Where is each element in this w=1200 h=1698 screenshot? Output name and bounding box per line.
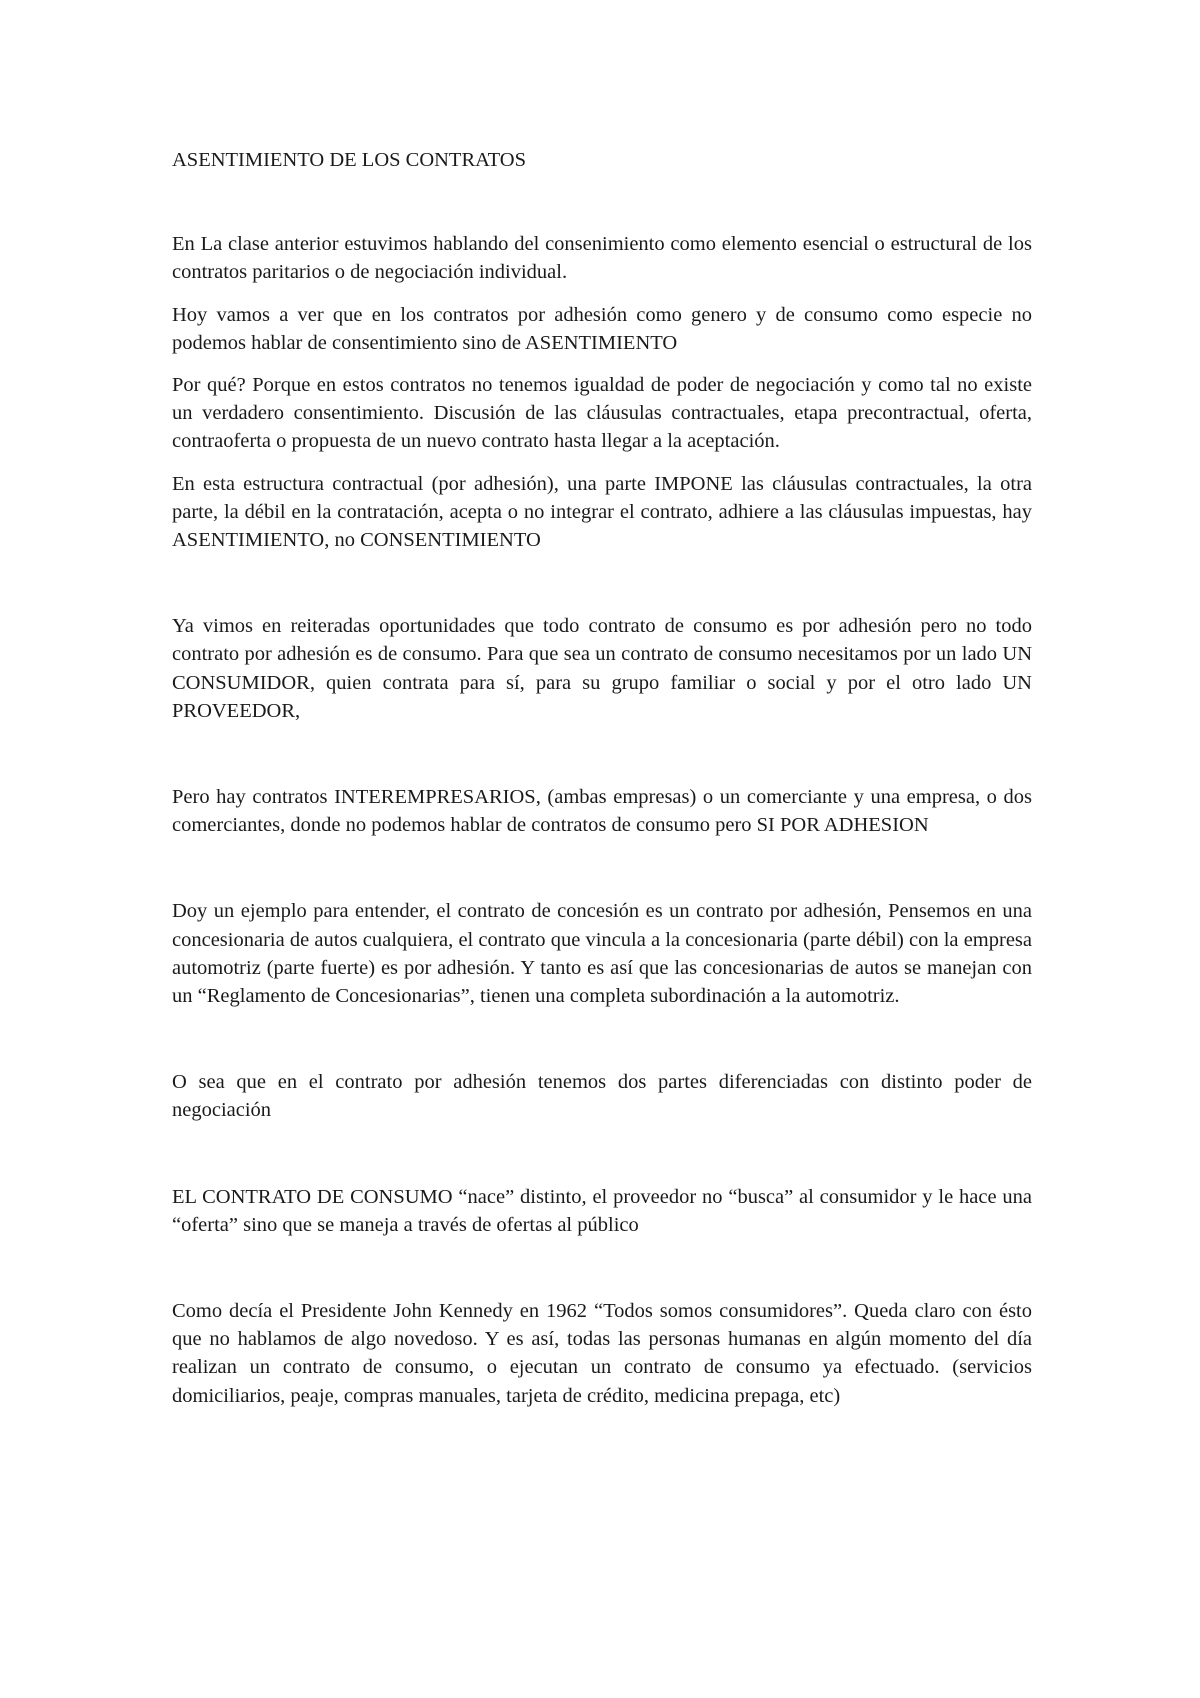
paragraph-ya-vimos: Ya vimos en reiteradas oportunidades que todo contrato de consumo es por adhesión pero no todo contrato por adhesión es de consumo. Para que sea un contrato de consumo necesitamos por un lado UN CONSUMIDOR, quien contrata para sí, para su grupo familiar o social y por el otro lado UN PROVEEDOR, [172,615,1032,722]
paragraph-kennedy: Como decía el Presidente John Kennedy en 1962 “Todos somos consumidores”. Queda claro con ésto que no hablamos de algo novedoso. Y es así, todas las personas humanas en algún momento del día realizan un contrato de consumo, o ejecutan un contrato de consumo ya efectuado. (servicios domiciliarios, peaje, compras manuales, tarjeta de crédito, medicina prepaga, etc) [172,1300,1032,1407]
paragraph-interempresarios: Pero hay contratos INTEREMPRESARIOS, (ambas empresas) o un comerciante y una empresa, o dos comerciantes, donde no podemos hablar de contratos de consumo pero SI POR ADHESION [172,786,1032,837]
paragraph-hoy-vamos: Hoy vamos a ver que en los contratos por adhesión como genero y de consumo como especie no podemos hablar de consentimiento sino de ASENTIMIENTO [172,303,1032,354]
paragraph-clase-anterior: En La clase anterior estuvimos hablando del consenimiento como elemento esencial o estructural de los contratos paritarios o de negociación individual. [172,233,1032,284]
paragraph-estructura-contractual: En esta estructura contractual (por adhesión), una parte IMPONE las cláusulas contractuales, la otra parte, la débil en la contratación, acepta o no integrar el contrato, adhiere a las cláusulas impuestas, hay ASENTIMIENTO, no CONSENTIMIENTO [172,472,1032,552]
paragraph-ejemplo-concesion: Doy un ejemplo para entender, el contrato de concesión es un contrato por adhesión, Pensemos en una concesionaria de autos cualquiera, el contrato que vincula a la concesionaria (parte débil) con la empresa automotriz (parte fuerte) es por adhesión. Y tanto es así que las concesionarias de autos se manejan con un “Reglamento de Concesionarias”, tienen una completa subordinación a la automotriz. [172,900,1032,1008]
paragraph-contrato-de-consumo: EL CONTRATO DE CONSUMO “nace” distinto, el proveedor no “busca” al consumidor y le hace una “oferta” sino que se maneja a través de ofertas al público [172,1185,1032,1236]
document-title: ASENTIMIENTO DE LOS CONTRATOS [172,149,527,171]
document-body [172,146,1032,1424]
paragraph-o-sea: O sea que en el contrato por adhesión tenemos dos partes diferenciadas con distinto poder de negociación [172,1071,1032,1122]
paragraph-por-que: Por qué? Porque en estos contratos no tenemos igualdad de poder de negociación y como tal no existe un verdadero consentimiento. Discusión de las cláusulas contractuales, etapa precontractual, oferta, contraoferta o propuesta de un nuevo contrato hasta llegar a la aceptación. [172,374,1032,453]
